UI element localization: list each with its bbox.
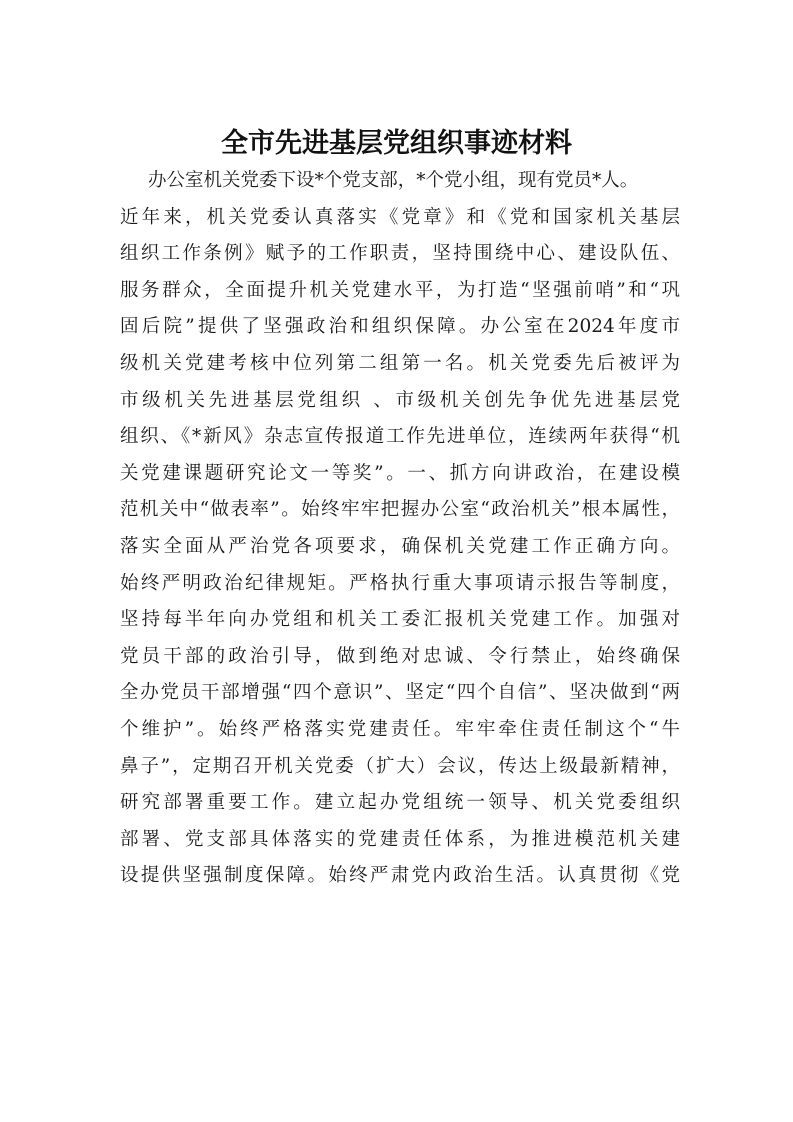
- paragraph-line: 近年来，机关党委认真落实《党章》和《党和国家机关基层: [120, 206, 680, 228]
- paragraph-line: 落实全面从严治党各项要求，确保机关党建工作正确方向。: [120, 535, 680, 557]
- paragraph-line: 坚持每半年向办党组和机关工委汇报机关党建工作。加强对: [120, 609, 680, 631]
- paragraph-line: 组织、《*新风》杂志宣传报道工作先进单位，连续两年获得“机: [120, 426, 680, 448]
- paragraph-line: 党员干部的政治引导，做到绝对忠诚、令行禁止，始终确保: [120, 645, 680, 667]
- document-title: 全市先进基层党组织事迹材料: [221, 128, 572, 159]
- paragraph-line: 个维护”。始终严格落实党建责任。牢牢牵住责任制这个“牛: [120, 718, 680, 740]
- document-body: [120, 163, 680, 895]
- paragraph-line: 鼻子”，定期召开机关党委（扩大）会议，传达上级最新精神，: [120, 755, 680, 777]
- paragraph-line: 范机关中“做表率”。始终牢牢把握办公室“政治机关”根本属性，: [120, 499, 680, 521]
- paragraph-line: 部署、党支部具体落实的党建责任体系，为推进模范机关建: [120, 828, 680, 850]
- paragraph-line: 研究部署重要工作。建立起办党组统一领导、机关党委组织: [120, 792, 680, 814]
- paragraph-line: 组织工作条例》赋予的工作职责，坚持围绕中心、建设队伍、: [120, 243, 680, 265]
- paragraph-line: 市级机关先进基层党组织 、市级机关创先争优先进基层党: [120, 389, 680, 411]
- paragraph-line: 始终严明政治纪律规矩。严格执行重大事项请示报告等制度，: [120, 572, 680, 594]
- paragraph-line: 办公室机关党委下设*个党支部，*个党小组，现有党员*人。: [148, 170, 639, 191]
- paragraph-line: 服务群众，全面提升机关党建水平，为打造“坚强前哨”和“巩: [120, 279, 680, 301]
- paragraph-line: 级机关党建考核中位列第二组第一名。机关党委先后被评为: [120, 352, 680, 374]
- paragraph-line: 固后院”提供了坚强政治和组织保障。办公室在2024年度市: [120, 316, 680, 338]
- paragraph-line: 关党建课题研究论文一等奖”。一、抓方向讲政治，在建设模: [120, 462, 680, 484]
- paragraph-line: 设提供坚强制度保障。始终严肃党内政治生活。认真贯彻《党: [120, 865, 680, 887]
- paragraph-line: 全办党员干部增强“四个意识”、坚定“四个自信”、坚决做到“两: [120, 682, 680, 704]
